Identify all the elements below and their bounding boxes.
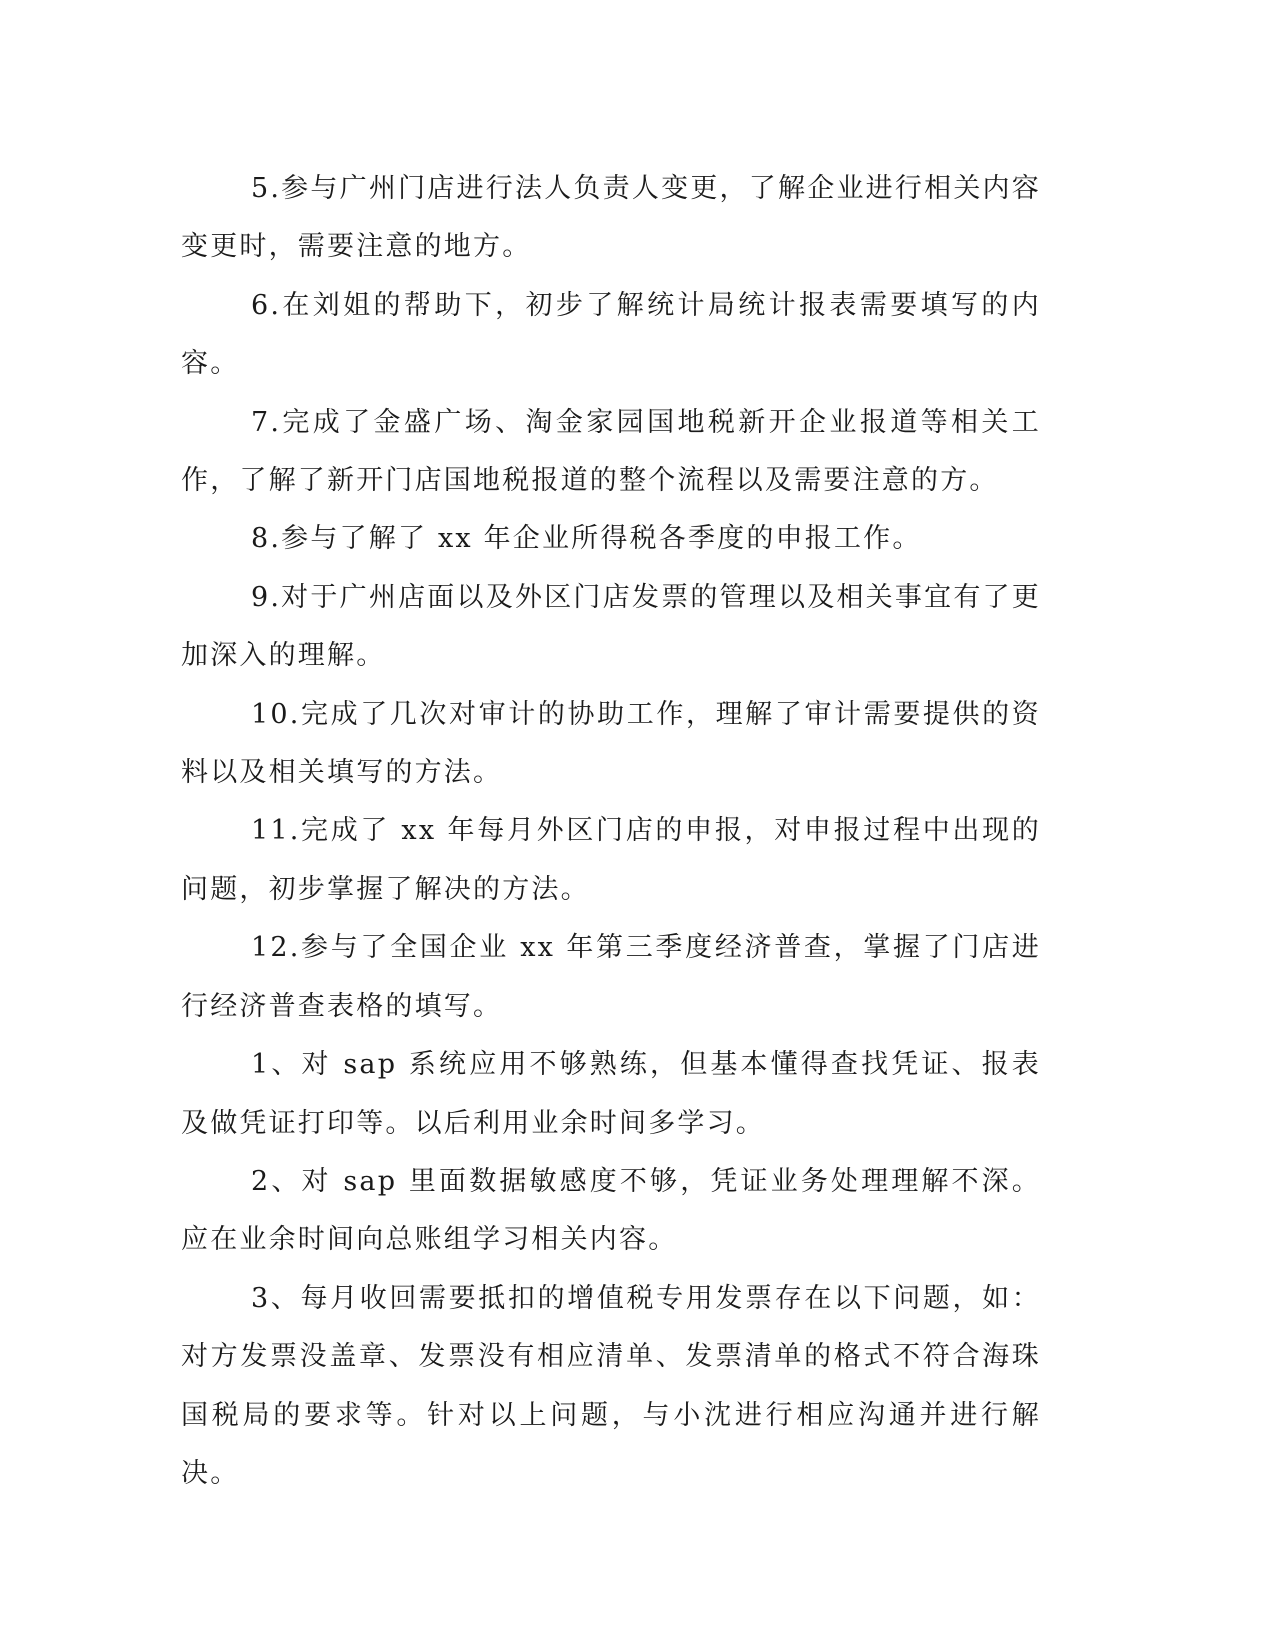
problem-item-1: 1、对 sap 系统应用不够熟练，但基本懂得查找凭证、报表及做凭证打印等。以后利用业余时间多学习。 [181, 1049, 1041, 1139]
problem-item-3: 3、每月收回需要抵扣的增值税专用发票存在以下问题，如：对方发票没盖章、发票没有相应清单、发票清单的格式不符合海珠国税局的要求等。针对以上问题，与小沈进行相应沟通并进行解决。 [181, 1282, 1041, 1489]
paragraph-item-5: 5.参与广州门店进行法人负责人变更，了解企业进行相关内容变更时，需要注意的地方。 [181, 173, 1041, 263]
document-body [181, 160, 1041, 1503]
paragraph-item-9: 9.对于广州店面以及外区门店发票的管理以及相关事宜有了更加深入的理解。 [181, 581, 1041, 672]
paragraph-item-11: 11.完成了 xx 年每月外区门店的申报，对申报过程中出现的问题，初步掌握了解决的方法。 [181, 815, 1041, 905]
paragraph-item-7: 7.完成了金盛广场、淘金家园国地税新开企业报道等相关工作，了解了新开门店国地税报道的整个流程以及需要注意的方。 [181, 406, 1041, 497]
paragraph-item-6: 6.在刘姐的帮助下，初步了解统计局统计报表需要填写的内容。 [181, 289, 1041, 380]
paragraph-item-10: 10.完成了几次对审计的协助工作，理解了审计需要提供的资料以及相关填写的方法。 [181, 698, 1041, 789]
problem-item-2: 2、对 sap 里面数据敏感度不够，凭证业务处理理解不深。应在业余时间向总账组学习相关内容。 [181, 1165, 1041, 1256]
paragraph-item-12: 12.参与了全国企业 xx 年第三季度经济普查，掌握了门店进行经济普查表格的填写。 [181, 932, 1041, 1022]
paragraph-item-8: 8.参与了解了 xx 年企业所得税各季度的申报工作。 [251, 523, 922, 555]
